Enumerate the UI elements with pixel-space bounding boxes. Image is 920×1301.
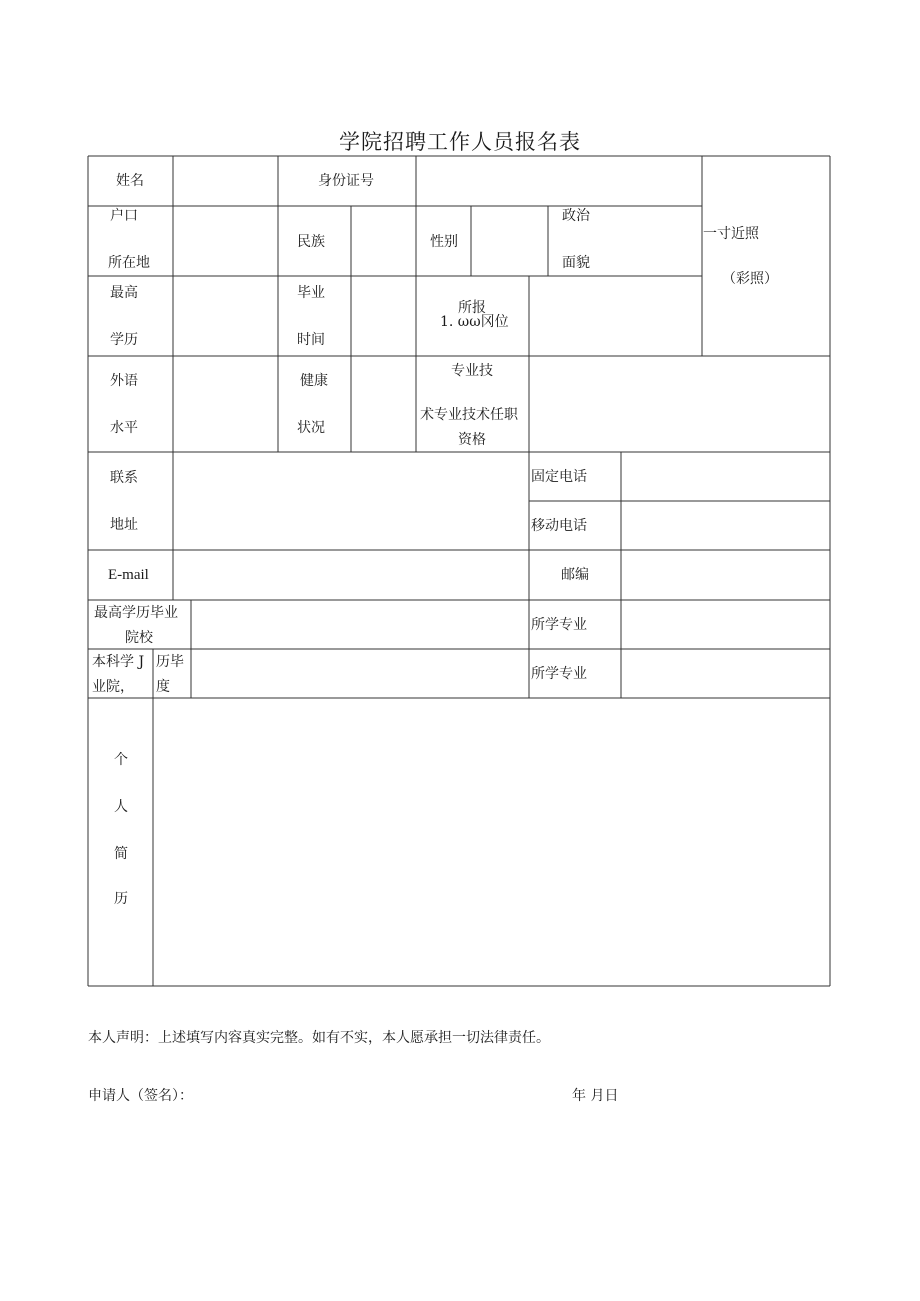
postcode-label: 邮编 <box>561 567 589 583</box>
landline-field[interactable] <box>622 453 829 500</box>
ethnicity-label: 民族 <box>297 234 325 250</box>
applicant-signature-label: 申请人（签名）： <box>88 1088 193 1104</box>
graduation-time-field[interactable] <box>352 277 415 355</box>
language-label-line2: 水平 <box>110 420 138 436</box>
resume-label-char3: 简 <box>114 846 128 862</box>
position-label-line1: 所报 <box>458 300 486 316</box>
resume-field[interactable] <box>154 699 829 985</box>
qualification-field[interactable] <box>530 357 829 451</box>
form-title: 学院招聘工作人员报名表 <box>339 130 581 154</box>
qualification-label-line2: 术专业技术任职 <box>420 407 518 423</box>
landline-label: 固定电话 <box>531 469 587 485</box>
graduation-time-label-line2: 时间 <box>297 332 325 348</box>
id-number-label: 身份证号 <box>318 173 374 189</box>
mobile-field[interactable] <box>622 502 829 549</box>
top-school-field[interactable] <box>192 601 528 648</box>
education-field[interactable] <box>174 277 277 355</box>
email-field[interactable] <box>174 551 528 599</box>
resume-label-char1: 个 <box>114 752 128 768</box>
resume-label-char4: 历 <box>114 891 128 907</box>
health-field[interactable] <box>352 357 415 451</box>
date-label: 年 月日 <box>572 1088 619 1104</box>
bachelor-major-label: 所学专业 <box>531 666 587 682</box>
health-label-line2: 状况 <box>297 420 325 436</box>
gender-field[interactable] <box>472 207 547 275</box>
bachelor-label-line2: 业院， <box>92 679 134 695</box>
gender-label: 性别 <box>430 234 458 250</box>
signature-field[interactable] <box>210 1080 510 1106</box>
name-field[interactable] <box>174 157 277 205</box>
photo-slot[interactable] <box>703 157 829 355</box>
photo-color-label: （彩照） <box>722 271 778 287</box>
address-label-line1: 联系 <box>110 470 138 486</box>
top-school-major-field[interactable] <box>622 601 829 648</box>
language-field[interactable] <box>174 357 277 451</box>
politics-label-line2: 面貌 <box>562 255 590 271</box>
declaration-text: 本人声明：上述填写内容真实完整。如有不实，本人愿承担一切法律责任。 <box>88 1030 550 1046</box>
qualification-label-line1: 专业技 <box>451 363 493 379</box>
email-label: E-mail <box>108 567 149 583</box>
bachelor-label-line3: 历毕 <box>156 654 184 670</box>
address-field[interactable] <box>174 453 528 549</box>
education-label-line2: 学历 <box>110 332 138 348</box>
hukou-label-line2: 所在地 <box>108 255 150 271</box>
graduation-time-label-line1: 毕业 <box>297 285 325 301</box>
address-label-line2: 地址 <box>110 517 138 533</box>
top-school-label-line1: 最高学历毕业 <box>94 605 178 621</box>
language-label-line1: 外语 <box>110 373 138 389</box>
bachelor-major-field[interactable] <box>622 650 829 697</box>
resume-label-char2: 人 <box>114 799 128 815</box>
top-school-label-line2: 院校 <box>125 630 153 646</box>
education-label-line1: 最高 <box>110 285 138 301</box>
id-number-field[interactable] <box>417 157 701 205</box>
hukou-field[interactable] <box>174 207 277 275</box>
health-label-line1: 健康 <box>300 373 328 389</box>
position-field[interactable] <box>530 277 701 355</box>
hukou-label-line1: 户口 <box>110 208 138 224</box>
photo-size-label: 一寸近照 <box>703 226 759 242</box>
bachelor-label-line1: 本科学 J <box>92 654 145 670</box>
mobile-label: 移动电话 <box>531 518 587 534</box>
bachelor-school-field[interactable] <box>192 650 528 697</box>
postcode-field[interactable] <box>622 551 829 599</box>
name-label: 姓名 <box>116 173 144 189</box>
ethnicity-field[interactable] <box>352 207 415 275</box>
top-school-major-label: 所学专业 <box>531 617 587 633</box>
qualification-label-line3: 资格 <box>458 432 486 448</box>
politics-label-line1: 政治 <box>562 208 590 224</box>
position-label-line2: 1. ωω冈位 <box>440 314 509 330</box>
bachelor-label-line4: 度 <box>156 679 170 695</box>
